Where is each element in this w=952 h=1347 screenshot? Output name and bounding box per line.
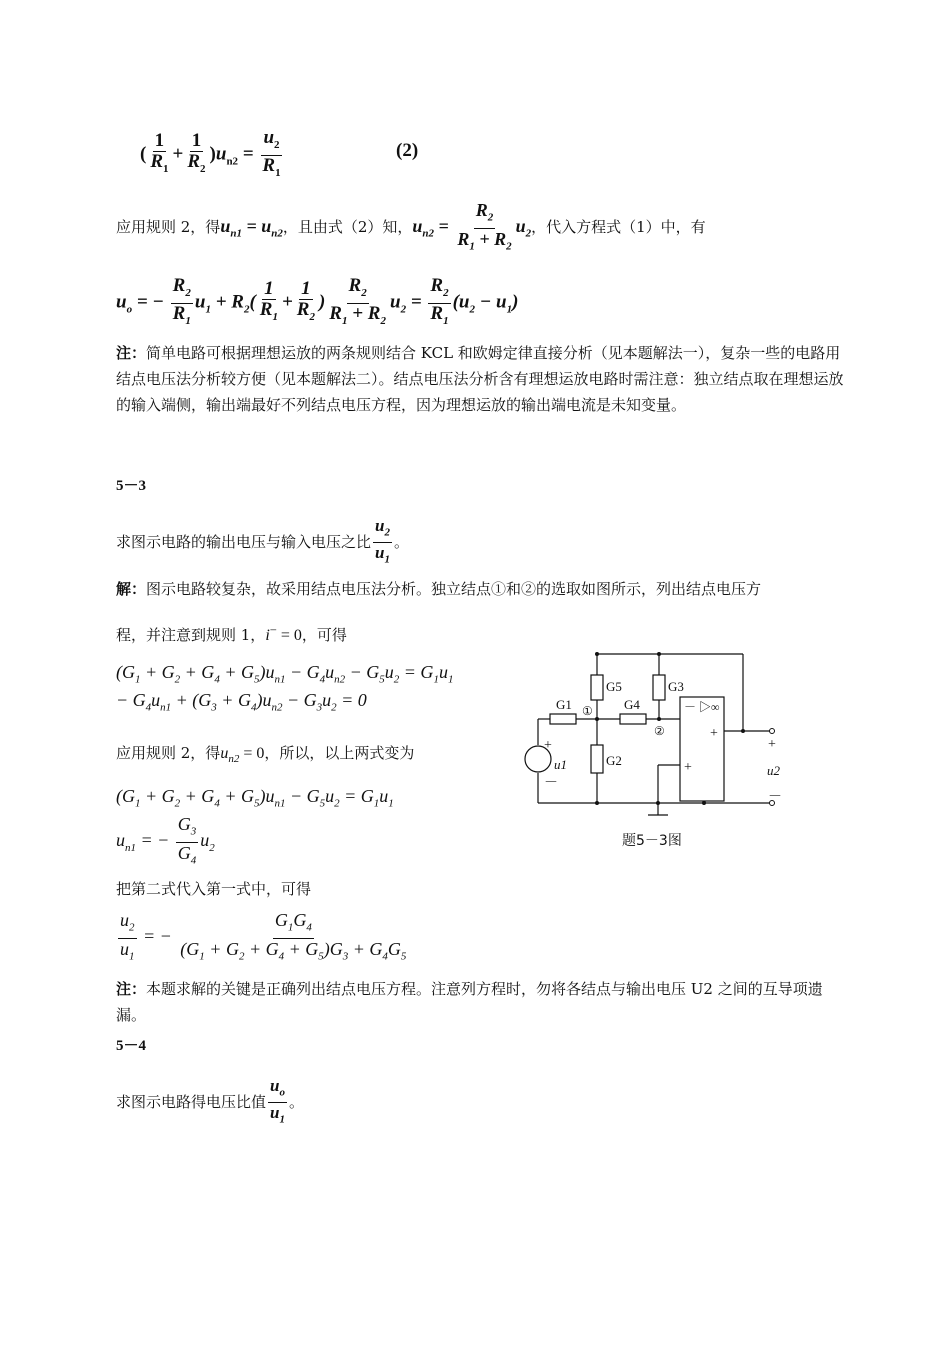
note-1: [116, 340, 846, 418]
resistor-g1: [550, 714, 576, 724]
question-5-3: 求图示电路的输出电压与输入电压之比 $\frac{u_2}{u_1}$ 。: [116, 516, 409, 566]
label-g1: G1: [556, 697, 572, 712]
section-heading-5-4: 5－4: [116, 1038, 147, 1054]
question-5-3-end: 。: [393, 532, 409, 551]
circuit-diagram: [520, 645, 820, 860]
rule2-line-2-text-a: 应用规则 2，得: [116, 744, 221, 762]
node-equation-1: $(G_1 + G_2 + G_4 + G_5)u_{n1} - G_4u_{n2} - G_5u_2 = G_1u_1$: [116, 662, 454, 686]
solution-label: 解：: [116, 580, 147, 598]
section-heading-5-3: 5－3: [116, 478, 147, 494]
resistor-g2: [591, 745, 603, 773]
rule2-line-2: 应用规则 2，得$u_{n2} = 0$，所以，以上两式变为: [116, 744, 415, 766]
resistor-g4: [620, 714, 646, 724]
label-node-1: ①: [582, 704, 593, 718]
label-out-minus: －: [768, 790, 782, 805]
rule2-text-b: ，且由式（2）知，: [282, 218, 413, 237]
label-u2: u2: [767, 763, 780, 778]
label-g4: G4: [624, 697, 640, 712]
label-opamp-plus-2: +: [684, 760, 692, 775]
solution-body: 图示电路较复杂，故采用结点电压法分析。独立结点①和②的选取如图所示，列出结点电压方: [146, 580, 762, 598]
label-source-minus: －: [544, 776, 558, 791]
label-g2: G2: [606, 753, 622, 768]
figure-caption: 题5－3图: [622, 833, 682, 849]
reduced-equation-2: $u_{n1}$ = − $\frac{G_3}{G_4}$ $u_2$: [116, 814, 215, 867]
question-5-4-text: 求图示电路得电压比值: [116, 1092, 267, 1111]
question-5-4-end: 。: [288, 1092, 304, 1111]
note-2-body: 本题求解的关键是正确列出结点电压方程。注意列方程时，勿将各结点与输出电压 U2 之间的互导项遗漏。: [116, 980, 823, 1024]
equation-number: (2): [396, 140, 419, 161]
label-opamp: － ▷∞: [684, 700, 720, 714]
rule2-text-a: 应用规则 2，得: [116, 218, 221, 237]
note-2: [116, 976, 846, 1028]
label-g3: G3: [668, 679, 684, 694]
solution-body-2a: 程，并注意到规则 1，: [116, 626, 266, 644]
question-5-4: 求图示电路得电压比值 $\frac{u_o}{u_1}$ 。: [116, 1076, 304, 1126]
label-g5: G5: [606, 679, 622, 694]
label-node-2: ②: [654, 724, 665, 738]
note-2-label: 注：: [116, 980, 147, 998]
note-1-label: 注：: [116, 344, 147, 362]
solution-body-2b: ，可得: [301, 626, 347, 644]
solution-line-2: 程，并注意到规则 1，i− = 0，可得: [116, 623, 347, 644]
label-source-plus: +: [544, 738, 552, 753]
final-ratio-equation: $\frac{u_2}{u_1}$ = − $\frac{G_1G_4}{(G_1 + G_2 + G_4 + G_5)G_3 + G_4G_5}$: [120, 910, 407, 963]
rule2-line: 应用规则 2，得$u_{n1} = u_{n2}$，且由式（2）知，$u_{n2}$ = $\frac{R_2}{R_1 + R_2}$ $u_2$，代入方程式（1）中，有: [116, 200, 706, 253]
resistor-g3: [653, 675, 665, 700]
solution-line-1: [116, 576, 846, 602]
rule2-line-2-text-b: ，所以，以上两式变为: [264, 744, 415, 762]
substitute-text: 把第二式代入第一式中，可得: [116, 880, 312, 898]
node-equation-2: − $G_4u_{n1} + (G_3 + G_4)u_{n2} - G_3u_2 = 0$: [116, 690, 367, 714]
label-opamp-plus-1: +: [710, 726, 718, 741]
rule2-text-c: ，代入方程式（1）中，有: [531, 218, 706, 237]
note-1-body: 简单电路可根据理想运放的两条规则结合 KCL 和欧姆定律直接分析（见本题解法一），复杂一些的电路用结点电压法分析较方便（见本题解法二）。结点电压法分析含有理想运放电路时需注意：独立结点取在理想运放的输入端侧，输出端最好不列结点电压方程，因为理想运放的输出端电流是未知变量。: [116, 344, 844, 414]
reduced-equation-1: $(G_1 + G_2 + G_4 + G_5)u_{n1} - G_5u_2 = G_1u_1$: [116, 786, 394, 810]
question-5-3-text: 求图示电路的输出电压与输入电压之比: [116, 532, 372, 551]
label-out-plus: +: [768, 737, 776, 752]
equation-2: ( $\frac{1}{R_1}$ + $\frac{1}{R_2}$ )$u_{n2}$ = $\frac{u_2}{R_1}$: [140, 127, 281, 179]
label-u1: u1: [554, 757, 567, 772]
output-equation: $u_o$ = − $\frac{R_2}{R_1}$ $u_1 + R_2$( $\frac{1}{R_1}$ + $\frac{1}{R_2}$ ) $\frac{R_2}{R_1 + R_2}$ $u_2$ = $\frac{R_2}{R_1}$ $(u_2 - u_1)$: [116, 275, 519, 327]
resistor-g5: [591, 675, 603, 700]
